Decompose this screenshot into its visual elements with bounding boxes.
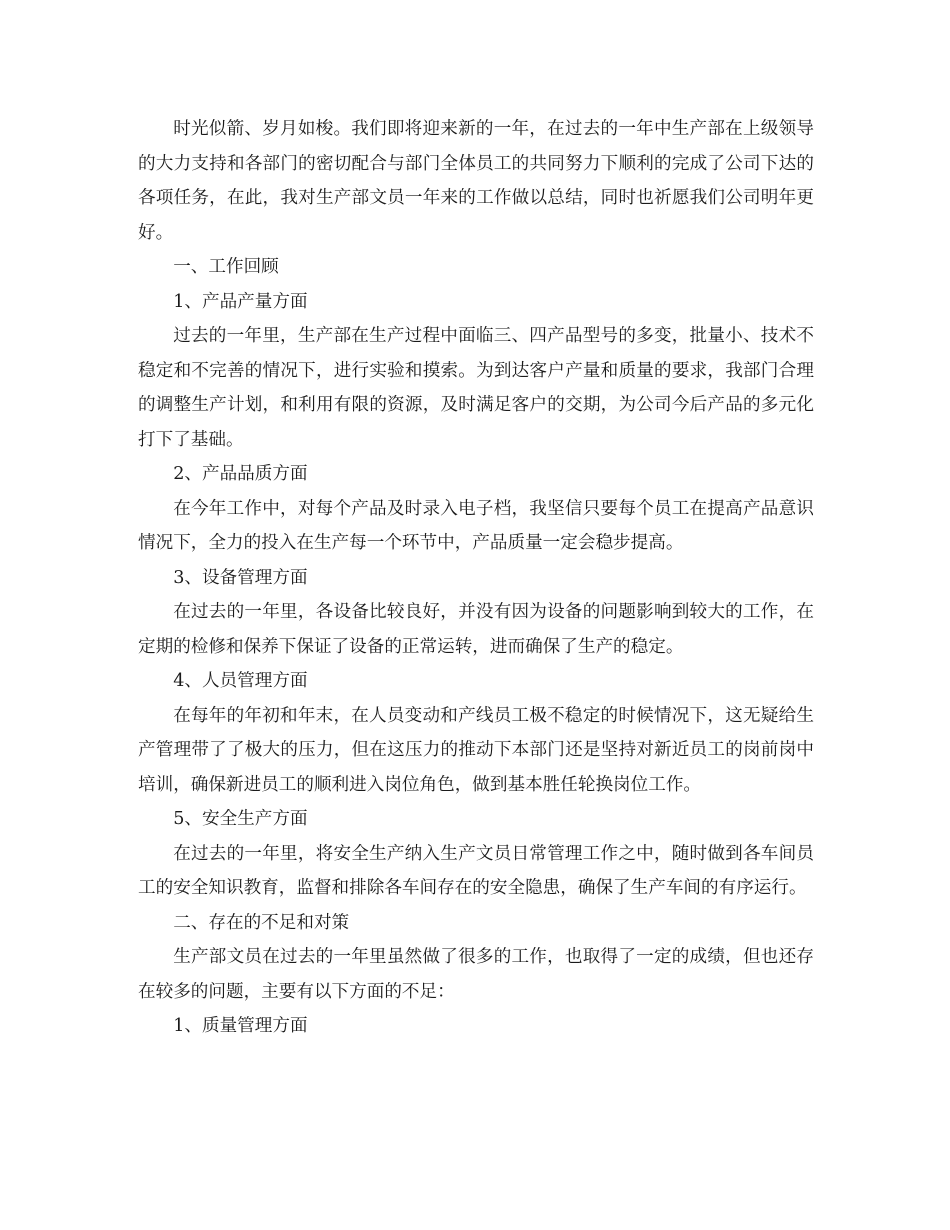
paragraph-output: 过去的一年里，生产部在生产过程中面临三、四产品型号的多变，批量小、技术不稳定和不完善的情况下，进行实验和摸索。为到达客户产量和质量的要求，我部门合理的调整生产计划，和利用有限的资源，及时满足客户的交期，为公司今后产品的多元化打下了基础。 <box>138 326 814 450</box>
paragraph-equipment: 在过去的一年里，各设备比较良好，并没有因为设备的问题影响到较大的工作，在定期的检修和保养下保证了设备的正常运转，进而确保了生产的稳定。 <box>138 602 814 657</box>
paragraph-personnel: 在每年的年初和年末，在人员变动和产线员工极不稳定的时候情况下，这无疑给生产管理带了了极大的压力，但在这压力的推动下本部门还是坚持对新近员工的岗前岗中培训，确保新进员工的顺利进入岗位角色，做到基本胜任轮换岗位工作。 <box>138 705 814 795</box>
subheading-equipment: 3、设备管理方面 <box>173 567 308 588</box>
paragraph-quality: 在今年工作中，对每个产品及时录入电子档，我坚信只要每个员工在提高产品意识情况下，全力的投入在生产每一个环节中，产品质量一定会稳步提高。 <box>138 498 814 553</box>
subheading-output: 1、产品产量方面 <box>173 291 308 312</box>
subheading-safety: 5、安全生产方面 <box>173 809 308 829</box>
heading-work-review: 一、工作回顾 <box>173 257 279 277</box>
subheading-quality: 2、产品品质方面 <box>173 464 308 484</box>
paragraph-intro: 时光似箭、岁月如梭。我们即将迎来新的一年，在过去的一年中生产部在上级领导的大力支持和各部门的密切配合与部门全体员工的共同努力下顺利的完成了公司下达的各项任务，在此，我对生产部文员一年来的工作做以总结，同时也祈愿我们公司明年更好。 <box>138 119 814 243</box>
heading-shortcomings: 二、存在的不足和对策 <box>173 912 350 933</box>
subheading-quality-management: 1、质量管理方面 <box>173 1016 308 1036</box>
subheading-personnel: 4、人员管理方面 <box>173 671 308 691</box>
paragraph-safety: 在过去的一年里，将安全生产纳入生产文员日常管理工作之中，随时做到各车间员工的安全知识教育，监督和排除各车间存在的安全隐患，确保了生产车间的有序运行。 <box>138 843 814 898</box>
document-body <box>138 112 814 1044</box>
paragraph-shortcomings: 生产部文员在过去的一年里虽然做了很多的工作，也取得了一定的成绩，但也还存在较多的问题，主要有以下方面的不足： <box>138 947 814 1002</box>
